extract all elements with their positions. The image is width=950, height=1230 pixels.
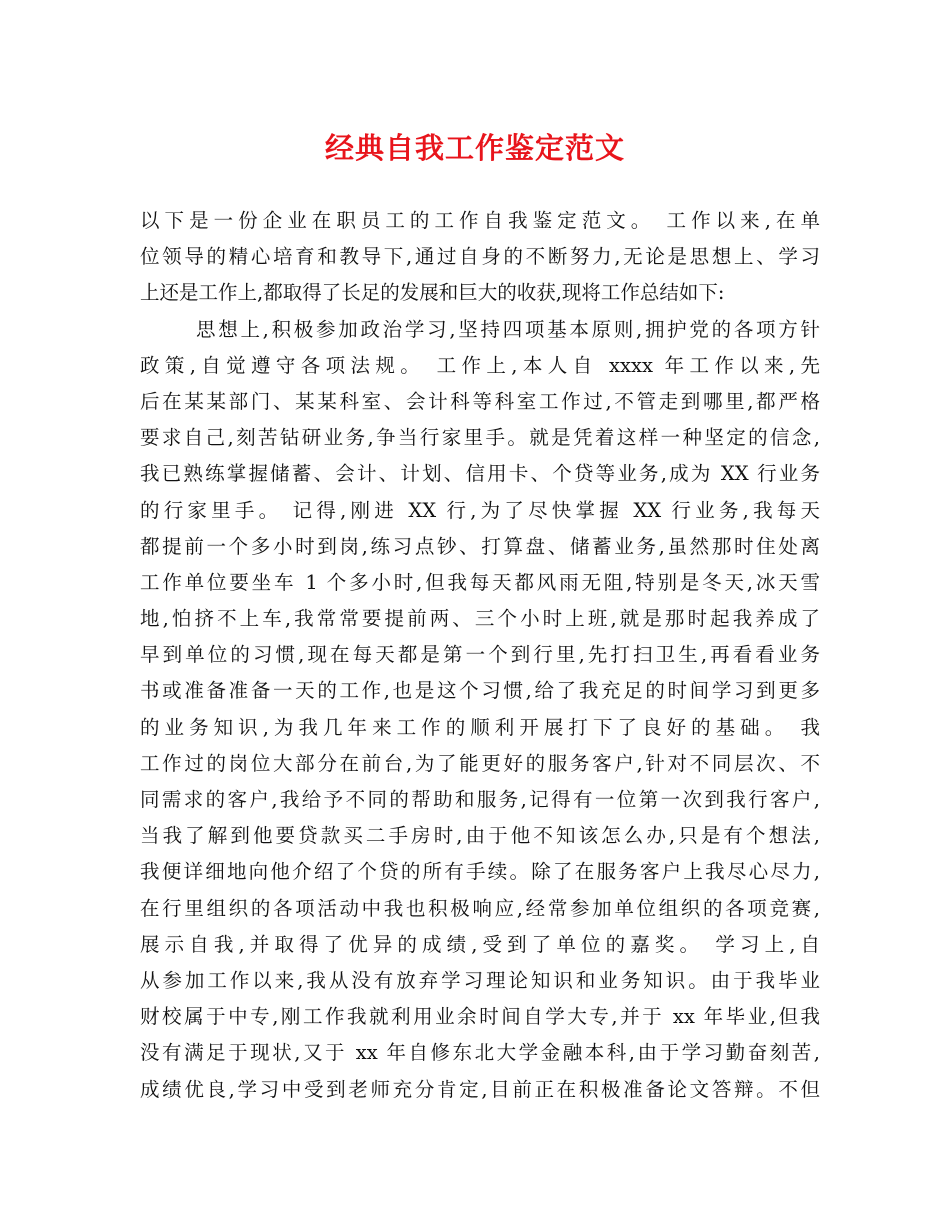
document-body — [140, 203, 820, 1108]
body-text-line: 从参加工作以来,我从没有放弃学习理论知识和业务知识。由于我毕业 — [140, 968, 820, 992]
body-text-line: 成绩优良,学习中受到老师充分肯定,目前正在积极准备论文答辩。不但 — [140, 1077, 820, 1101]
body-text-line: 都提前一个多小时到岗,练习点钞、打算盘、储蓄业务,虽然那时住处离 — [140, 534, 820, 558]
body-text-line: 工作过的岗位大部分在前台,为了能更好的服务客户,针对不同层次、不 — [140, 751, 820, 775]
body-text-line: 的行家里手。 记得,刚进 XX 行,为了尽快掌握 XX 行业务,我每天 — [140, 498, 820, 522]
body-text-line: 当我了解到他要贷款买二手房时,由于他不知该怎么办,只是有个想法, — [140, 824, 820, 848]
body-text-line: 位领导的精心培育和教导下,通过自身的不断努力,无论是思想上、学习 — [140, 245, 820, 269]
body-text-line: 没有满足于现状,又于 xx 年自修东北大学金融本科,由于学习勤奋刻苦, — [140, 1041, 820, 1065]
body-text-line: 我便详细地向他介绍了个贷的所有手续。除了在服务客户上我尽心尽力, — [140, 860, 820, 884]
body-text-line: 书或准备准备一天的工作,也是这个习惯,给了我充足的时间学习到更多 — [140, 679, 820, 703]
body-text-line: 同需求的客户,我给予不同的帮助和服务,记得有一位第一次到我行客户, — [140, 788, 820, 811]
body-text-line: 在行里组织的各项活动中我也积极响应,经常参加单位组织的各项竞赛, — [140, 896, 820, 920]
body-text-line: 工作单位要坐车 1 个多小时,但我每天都风雨无阻,特别是冬天,冰天雪 — [140, 570, 820, 594]
body-text-line: 地,怕挤不上车,我常常要提前两、三个小时上班,就是那时起我养成了 — [140, 607, 820, 631]
body-text-line: 要求自己,刻苦钻研业务,争当行家里手。就是凭着这样一种坚定的信念, — [140, 426, 820, 450]
body-text-line: 早到单位的习惯,现在每天都是第一个到行里,先打扫卫生,再看看业务 — [140, 643, 820, 667]
body-text-line: 以下是一份企业在职员工的工作自我鉴定范文。 工作以来,在单 — [140, 209, 820, 232]
body-text-line: 政策,自觉遵守各项法规。 工作上,本人自 xxxx 年工作以来,先 — [140, 353, 820, 377]
body-text-line: 我已熟练掌握储蓄、会计、计划、信用卡、个贷等业务,成为 XX 行业务 — [140, 462, 820, 486]
body-text-line: 财校属于中专,刚工作我就利用业余时间自学大专,并于 xx 年毕业,但我 — [140, 1005, 820, 1029]
body-text-line: 上还是工作上,都取得了长足的发展和巨大的收获,现将工作总结如下: — [140, 281, 725, 305]
body-text-line: 展示自我,并取得了优异的成绩,受到了单位的嘉奖。 学习上,自 — [140, 932, 820, 956]
body-text-line: 的业务知识,为我几年来工作的顺利开展打下了良好的基础。 我 — [140, 715, 820, 739]
body-text-line: 思想上,积极参加政治学习,坚持四项基本原则,拥护党的各项方针 — [196, 317, 820, 341]
document-title: 经典自我工作鉴定范文 — [324, 131, 625, 165]
body-text-line: 后在某某部门、某某科室、会计科等科室工作过,不管走到哪里,都严格 — [140, 389, 820, 413]
